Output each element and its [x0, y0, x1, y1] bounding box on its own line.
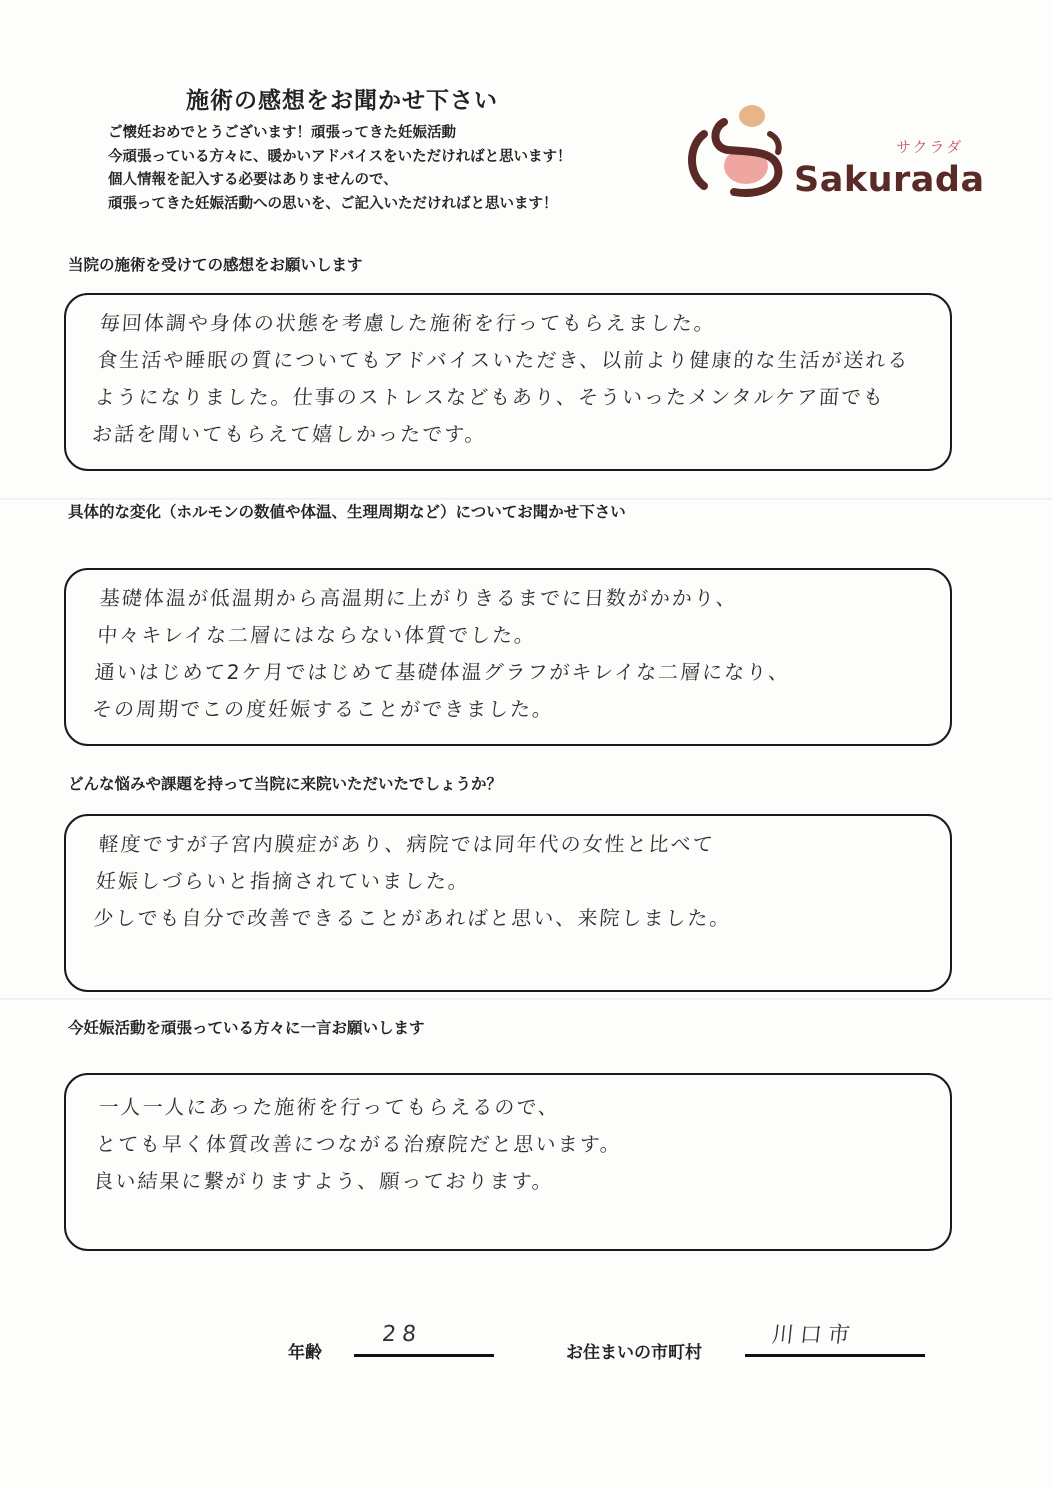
- sakurada-logo: [682, 94, 985, 214]
- answer-line: 食生活や睡眠の質についてもアドバイスいただき、以前より健康的な生活が送れる: [96, 348, 911, 372]
- intro-text: [108, 122, 572, 216]
- answer-line: ようになりました。仕事のストレスなどもあり、そういったメンタルケア面でも: [93, 385, 886, 409]
- question-label: 当院の施術を受けての感想をお願いします: [68, 256, 363, 274]
- city-underline: [745, 1354, 925, 1357]
- intro-line: 今頑張っている方々に、暖かいアドバイスをいただければと思います！: [108, 148, 572, 165]
- answer-line: 少しでも自分で改善できることがあればと思い、来院しました。: [92, 906, 733, 930]
- handwritten-answer: [91, 305, 935, 453]
- question-label: どんな悩みや課題を持って当院に来院いただいたでしょうか？: [68, 775, 503, 793]
- handwritten-answer: [91, 580, 935, 728]
- question-label: 具体的な変化（ホルモンの数値や体温、生理周期など）についてお聞かせ下さい: [68, 503, 626, 521]
- answer-line: 通いはじめて2ケ月ではじめて基礎体温グラフがキレイな二層になり、: [93, 660, 792, 684]
- city-value: 川口市: [770, 1323, 858, 1348]
- intro-line: ご懐妊おめでとうございます！頑張ってきた妊娠活動: [108, 125, 456, 141]
- answer-line: お話を聞いてもらえて嬉しかったです。: [91, 422, 488, 446]
- age-label: 年齢: [288, 1343, 322, 1363]
- city-label: お住まいの市町村: [566, 1343, 702, 1363]
- answer-line: その周期でこの度妊娠することができました。: [91, 697, 555, 721]
- answer-line: 良い結果に繋がりますよう、願っております。: [92, 1169, 555, 1193]
- answer-line: 基礎体温が低温期から高温期に上がりきるまでに日数がかかり、: [99, 586, 739, 610]
- page-title: 施術の感想をお聞かせ下さい: [186, 88, 498, 114]
- sakurada-logo-mark-icon: [682, 94, 802, 209]
- age-underline: [354, 1354, 494, 1357]
- handwritten-answer: [92, 826, 934, 937]
- logo-wordmark: Sakurada: [794, 160, 985, 200]
- paper-fold-line: [0, 998, 1052, 1000]
- age-value: 28: [380, 1322, 424, 1347]
- intro-line: 頑張ってきた妊娠活動への思いを、ご記入いただければと思います！: [108, 195, 558, 212]
- answer-line: 中々キレイな二層にはならない体質でした。: [96, 623, 537, 647]
- answer-box: [64, 568, 952, 746]
- answer-line: 妊娠しづらいと指摘されていました。: [95, 869, 471, 893]
- answer-line: 軽度ですが子宮内膜症があり、病院では同年代の女性と比べて: [97, 832, 716, 856]
- answer-box: [64, 293, 952, 471]
- handwritten-answer: [92, 1089, 934, 1200]
- answer-box: [64, 814, 952, 992]
- logo-kana: サクラダ: [896, 138, 964, 156]
- answer-line: 毎回体調や身体の状態を考慮した施術を行ってもらえました。: [99, 311, 717, 335]
- answer-box: [64, 1073, 952, 1251]
- answer-line: とても早く体質改善につながる治療院だと思います。: [95, 1132, 623, 1156]
- answer-line: 一人一人にあった施術を行ってもらえるので、: [97, 1095, 561, 1119]
- intro-line: 個人情報を記入する必要はありませんので、: [108, 172, 398, 188]
- question-label: 今妊娠活動を頑張っている方々に一言お願いします: [68, 1019, 425, 1037]
